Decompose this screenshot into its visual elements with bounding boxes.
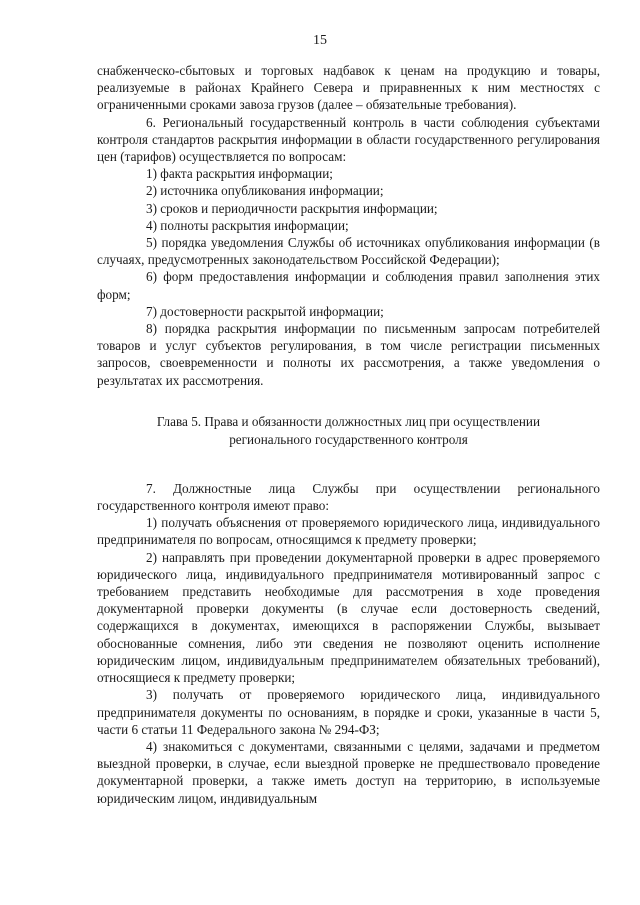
chapter-heading-line: регионального государственного контроля <box>229 431 468 447</box>
document-body <box>97 62 600 807</box>
chapter-heading-line: Глава 5. Права и обязанности должностных лиц при осуществлении <box>156 413 541 429</box>
paragraphs-after <box>97 480 600 807</box>
paragraph: 7. Должностные лица Службы при осуществлении регионального государственного контроля имеют право: <box>97 480 600 514</box>
paragraph: 6. Региональный государственный контроль в части соблюдения субъектами контроля стандартов раскрытия информации в области государственного регулирования цен (тарифов) осуществляется по вопросам: <box>97 114 600 165</box>
list-item: 3) сроков и периодичности раскрытия информации; <box>146 200 438 216</box>
list-item: 2) направлять при проведении документарной проверки в адрес проверяемого юридического лица, индивидуального предпринимателя мотивированный запрос с требованием представить необходимые для рассмотрения в ходе проведения документарной проверки документы (в случае если достоверность сведений, содержащихся в документах, имеющихся в распоряжении Службы, вызывает обоснованные сомнения, либо эти сведения не позволяют оценить исполнение юридическим лицом, индивидуальным предпринимателем обязательных требований), относящиеся к предмету проверки; <box>97 549 600 686</box>
list-item: 1) факта раскрытия информации; <box>146 166 333 182</box>
list-item: 5) порядка уведомления Службы об источниках опубликования информации (в случаях, предусмотренных законодательством Российской Федерации); <box>97 235 600 268</box>
list-item: 7) достоверности раскрытой информации; <box>146 303 384 319</box>
page-number: 15 <box>313 33 327 48</box>
list-item: 1) получать объяснения от проверяемого юридического лица, индивидуального предпринимателя по вопросам, относящимся к предмету проверки; <box>97 515 600 548</box>
list-item: 4) знакомиться с документами, связанными с целями, задачами и предметом выездной проверки, в случае, если выездной проверке не предшествовало проведение документарной проверки, а также иметь доступ на территорию, в используемые юридическим лицом, индивидуальным <box>97 738 600 806</box>
paragraphs-before <box>97 62 600 389</box>
list-item: 2) источника опубликования информации; <box>146 183 384 199</box>
list-item: 4) полноты раскрытия информации; <box>146 217 349 233</box>
paragraph: снабженческо-сбытовых и торговых надбавок к ценам на продукцию и товары, реализуемые в районах Крайнего Севера и приравненных к ним местностях с ограниченными сроками завоза грузов (далее – обязательные требования). <box>97 63 600 113</box>
list-item: 3) получать от проверяемого юридического лица, индивидуального предпринимателя документы по основаниям, в порядке и сроки, указанные в части 5, части 6 статьи 11 Федерального закона № 294-ФЗ; <box>97 687 600 737</box>
chapter-heading <box>97 413 600 449</box>
list-item: 8) порядка раскрытия информации по письменным запросам потребителей товаров и услуг субъектов регулирования, в том числе регистрации письменных запросов, своевременности и полноты их рассмотрения, а также уведомления о результатах их рассмотрения. <box>97 321 600 388</box>
list-item: 6) форм предоставления информации и соблюдения правил заполнения этих форм; <box>97 269 600 302</box>
